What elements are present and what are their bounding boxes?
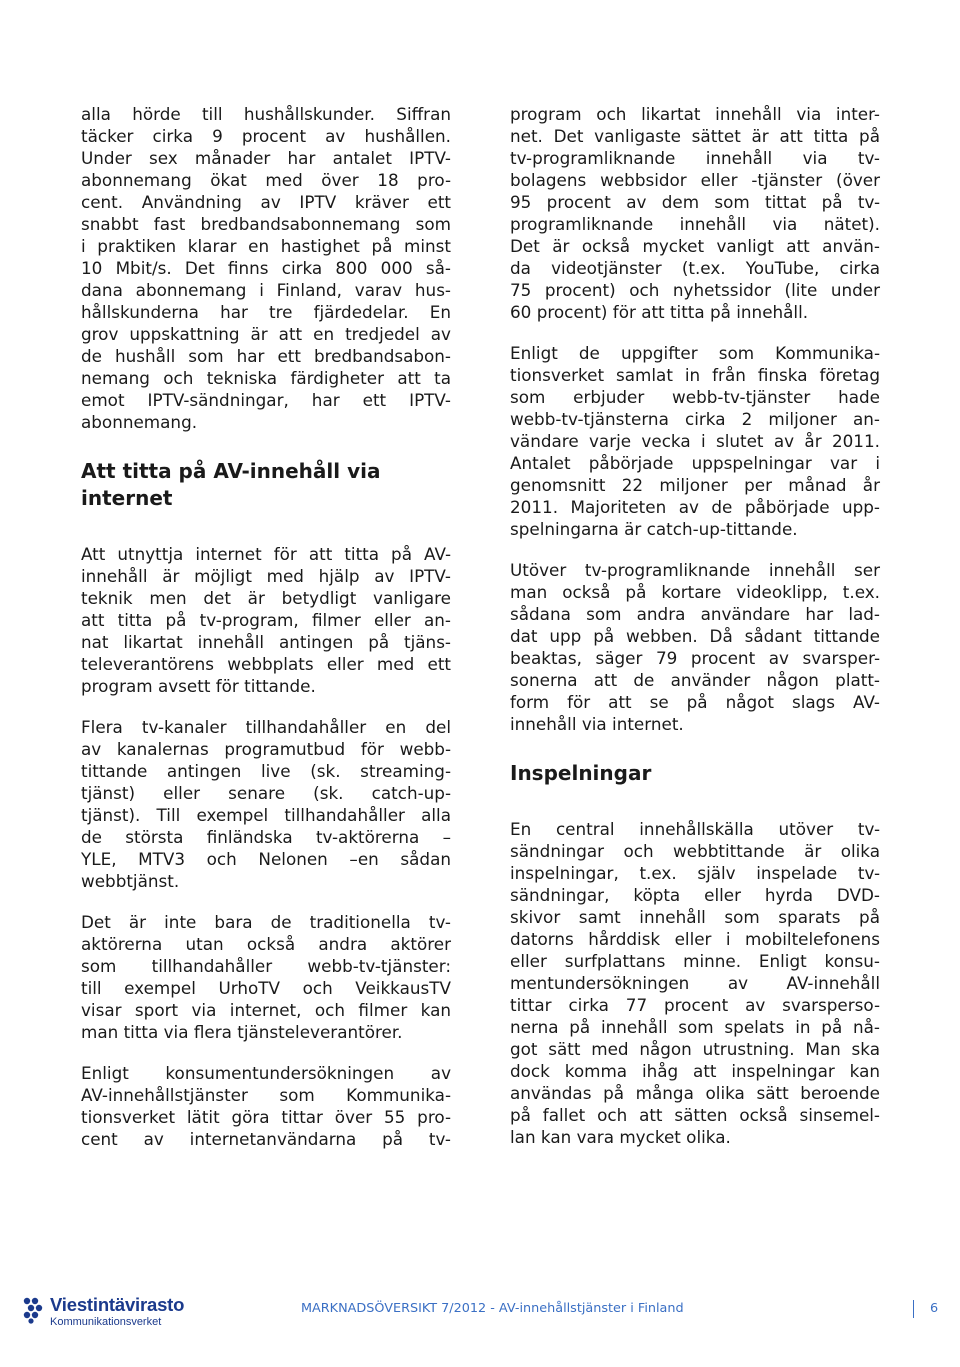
heading-spacer bbox=[510, 787, 880, 799]
text-line: innehåll är möjligt med hjälp av IPTV- bbox=[81, 566, 451, 586]
text-line: da videotjänster (t.ex. YouTube, cirka bbox=[510, 258, 880, 278]
page-number: 6 bbox=[930, 1301, 939, 1316]
text-line: 2011. Majoriteten av de påbörjade upp- bbox=[510, 497, 880, 517]
text-line: mentundersökningen av AV-innehåll bbox=[510, 973, 880, 993]
text-line: tionsverket lätit göra tittar över 55 pro- bbox=[81, 1107, 451, 1127]
text-line: nat likartat innehåll antingen på tjäns- bbox=[81, 632, 451, 652]
text-line: AV-innehållstjänster som Kommunika- bbox=[81, 1085, 451, 1105]
text-line: aktörerna utan också andra aktörer bbox=[81, 934, 451, 954]
page-footer bbox=[0, 1290, 960, 1330]
paragraph bbox=[81, 103, 451, 433]
paragraph bbox=[81, 911, 451, 1043]
text-line: teknik men det är betydligt vanligare bbox=[81, 588, 451, 608]
logo-subtitle: Kommunikationsverket bbox=[50, 1316, 162, 1328]
text-line: YLE, MTV3 och Nelonen –en sådan bbox=[81, 849, 451, 869]
text-line: program och likartat innehåll via inter- bbox=[510, 104, 880, 124]
text-line: webb-tv-tjänsterna cirka 2 miljoner an- bbox=[510, 409, 880, 429]
text-line: man också på kortare videoklipp, t.ex. bbox=[510, 582, 880, 602]
text-line: till exempel UrhoTV och VeikkausTV bbox=[81, 978, 451, 998]
text-line: dat upp på webben. Då sådant tittande bbox=[510, 626, 880, 646]
text-line: Antalet påbörjade uppspelningar var i bbox=[510, 453, 880, 473]
agency-logo-icon bbox=[22, 1296, 46, 1324]
text-line: grov uppskattning är att en tredjedel av bbox=[81, 324, 451, 344]
text-line: beaktas, säger 79 procent av svarsper- bbox=[510, 648, 880, 668]
text-line: tjänst) eller senare (sk. catch-up- bbox=[81, 783, 451, 803]
agency-logo bbox=[22, 1294, 207, 1328]
text-line: sändningar och webbtittande är olika bbox=[510, 841, 880, 861]
text-line: tionsverket samlat in från finska företag bbox=[510, 365, 880, 385]
left-column bbox=[81, 103, 451, 1150]
block-spacer bbox=[510, 323, 880, 342]
text-line: dock komma ihåg att inspelningar kan bbox=[510, 1061, 880, 1081]
section-heading bbox=[81, 458, 451, 512]
text-line: som tillhandahåller webb-tv-tjänster: bbox=[81, 956, 451, 976]
text-line: spelningarna är catch-up-tittande. bbox=[510, 519, 798, 539]
paragraph bbox=[510, 103, 880, 323]
text-line: programliknande innehåll via nätet). bbox=[510, 214, 880, 234]
text-line: lan kan vara mycket olika. bbox=[510, 1127, 731, 1147]
text-line: innehåll via internet. bbox=[510, 714, 684, 734]
paragraph bbox=[81, 716, 451, 892]
text-line: sändningar, köpta eller hyrda DVD- bbox=[510, 885, 880, 905]
block-spacer bbox=[510, 540, 880, 559]
text-line: Det är också mycket vanligt att använ- bbox=[510, 236, 880, 256]
section-heading-line: internet bbox=[81, 486, 173, 510]
text-line: cent av internetanvändarna på tv- bbox=[81, 1129, 451, 1149]
block-spacer bbox=[81, 697, 451, 716]
text-line: sådana som andra användare har lad- bbox=[510, 604, 880, 624]
text-line: nemang och tekniska färdigheter att ta bbox=[81, 368, 451, 388]
text-line: i praktiken klarar en hastighet på minst bbox=[81, 236, 451, 256]
text-line: som erbjuder webb-tv-tjänster hade bbox=[510, 387, 880, 407]
heading-spacer bbox=[81, 512, 451, 524]
text-line: de största finländska tv-aktörerna – bbox=[81, 827, 451, 847]
paragraph bbox=[510, 818, 880, 1148]
text-line: 75 procent) och nyhetssidor (lite under bbox=[510, 280, 880, 300]
text-line: alla hörde till hushållskunder. Siffran bbox=[81, 104, 451, 124]
text-line: användas på många olika sätt beroende bbox=[510, 1083, 880, 1103]
text-line: de hushåll som har ett bredbandsabon- bbox=[81, 346, 451, 366]
text-line: tittande antingen live (sk. streaming- bbox=[81, 761, 451, 781]
text-line: tjänst). Till exempel tillhandahåller alla bbox=[81, 805, 451, 825]
text-line: Enligt de uppgifter som Kommunika- bbox=[510, 343, 880, 363]
block-spacer bbox=[510, 735, 880, 760]
text-line: av kanalernas programutbud för webb- bbox=[81, 739, 451, 759]
text-line: 10 Mbit/s. Det finns cirka 800 000 så- bbox=[81, 258, 451, 278]
text-line: Flera tv-kanaler tillhandahåller en del bbox=[81, 717, 451, 737]
section-heading-line: Att titta på AV-innehåll via bbox=[81, 459, 381, 483]
running-title: MARKNADSÖVERSIKT 7/2012 - AV-innehållstjänster i Finland bbox=[301, 1301, 684, 1316]
paragraph bbox=[81, 543, 451, 697]
text-line: webbtjänst. bbox=[81, 871, 180, 891]
right-column bbox=[510, 103, 880, 1148]
text-line: eller surfplattans minne. Enligt konsu- bbox=[510, 951, 880, 971]
text-line: sonerna att de använder någon platt- bbox=[510, 670, 880, 690]
block-spacer bbox=[81, 524, 451, 543]
text-line: abonnemang. bbox=[81, 412, 198, 432]
text-line: abonnemang ökat med över 18 pro- bbox=[81, 170, 451, 190]
text-line: att titta på tv-program, filmer eller an- bbox=[81, 610, 451, 630]
text-line: Utöver tv-programliknande innehåll ser bbox=[510, 560, 880, 580]
text-line: täcker cirka 9 procent av hushållen. bbox=[81, 126, 451, 146]
text-line: bolagens webbsidor eller -tjänster (över bbox=[510, 170, 880, 190]
text-line: Det är inte bara de traditionella tv- bbox=[81, 912, 451, 932]
text-line: genomsnitt 22 miljoner per månad år bbox=[510, 475, 880, 495]
text-line: visar sport via internet, och filmer kan bbox=[81, 1000, 451, 1020]
paragraph bbox=[510, 559, 880, 735]
text-line: nerna på innehåll som spelats in på nå- bbox=[510, 1017, 880, 1037]
text-line: dana abonnemang i Finland, varav hus- bbox=[81, 280, 451, 300]
text-line: datorns hårddisk eller i mobiltelefonens bbox=[510, 929, 880, 949]
text-line: skivor samt innehåll som sparats på bbox=[510, 907, 880, 927]
text-line: 95 procent av dem som tittat på tv- bbox=[510, 192, 880, 212]
text-line: tv-programliknande innehåll via tv- bbox=[510, 148, 880, 168]
section-heading bbox=[510, 760, 880, 787]
text-line: cent. Användning av IPTV kräver ett bbox=[81, 192, 451, 212]
text-line: program avsett för tittande. bbox=[81, 676, 316, 696]
text-line: televerantörens webbplats eller med ett bbox=[81, 654, 451, 674]
text-line: Under sex månader har antalet IPTV- bbox=[81, 148, 451, 168]
text-line: vändare varje vecka i slutet av år 2011. bbox=[510, 431, 880, 451]
text-line: på fallet och att sätten också sinsemel- bbox=[510, 1105, 880, 1125]
text-line: hållskunderna har tre fjärdedelar. En bbox=[81, 302, 451, 322]
logo-name: Viestintävirasto bbox=[50, 1294, 185, 1315]
section-heading-line: Inspelningar bbox=[510, 761, 652, 785]
text-line: 60 procent) för att titta på innehåll. bbox=[510, 302, 809, 322]
text-line: snabbt fast bredbandsabonnemang som bbox=[81, 214, 451, 234]
text-line: inspelningar, t.ex. själv inspelade tv- bbox=[510, 863, 880, 883]
paragraph bbox=[81, 1062, 451, 1150]
text-line: form för att se på något slags AV- bbox=[510, 692, 880, 712]
text-line: En central innehållskälla utöver tv- bbox=[510, 819, 880, 839]
paragraph bbox=[510, 342, 880, 540]
block-spacer bbox=[81, 433, 451, 458]
block-spacer bbox=[510, 799, 880, 818]
text-line: man titta via flera tjänsteleverantörer. bbox=[81, 1022, 403, 1042]
text-line: emot IPTV-sändningar, har ett IPTV- bbox=[81, 390, 451, 410]
text-line: got sätt med någon utrustning. Man ska bbox=[510, 1039, 880, 1059]
footer-divider bbox=[913, 1300, 914, 1318]
block-spacer bbox=[81, 892, 451, 911]
text-line: tittar cirka 77 procent av svarsperso- bbox=[510, 995, 880, 1015]
text-line: Att utnyttja internet för att titta på AV- bbox=[81, 544, 451, 564]
text-line: net. Det vanligaste sättet är att titta på bbox=[510, 126, 880, 146]
block-spacer bbox=[81, 1043, 451, 1062]
text-line: Enligt konsumentundersökningen av bbox=[81, 1063, 451, 1083]
